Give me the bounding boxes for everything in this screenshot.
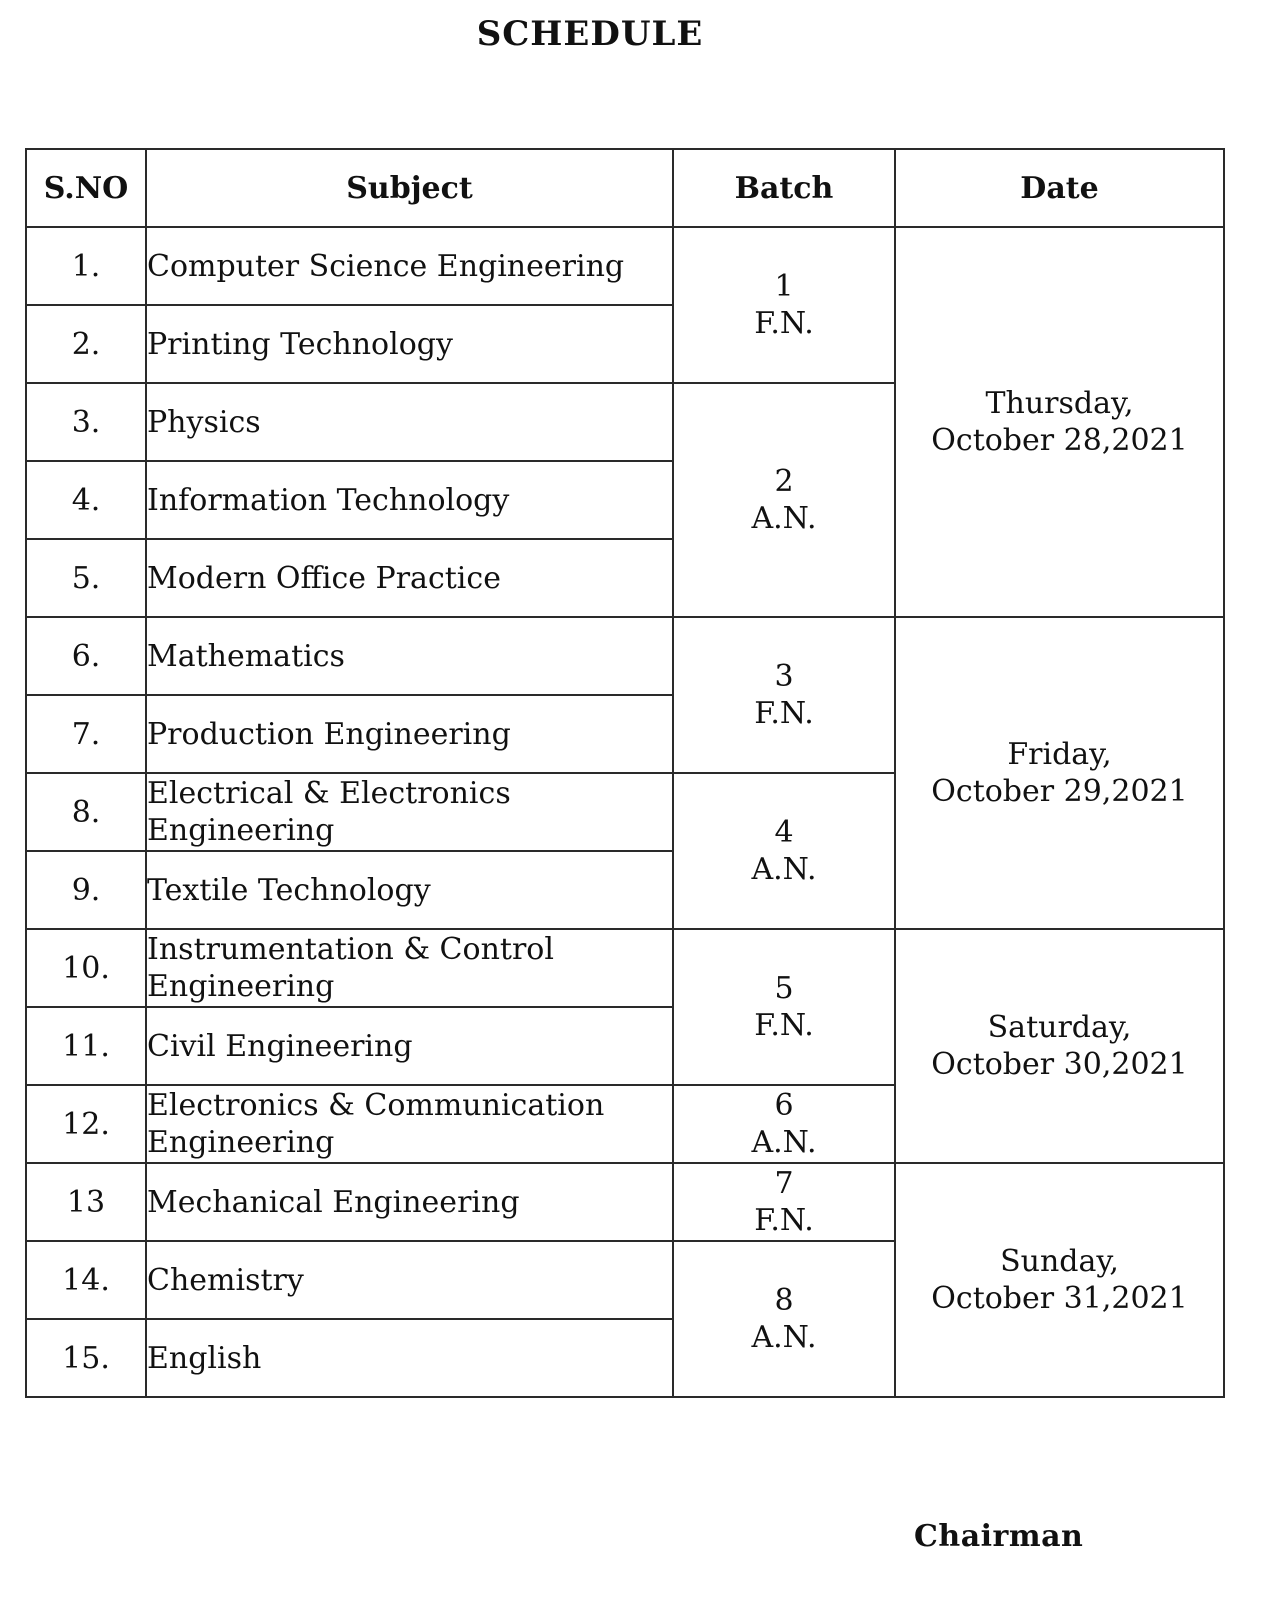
table-row xyxy=(26,929,1224,1007)
table-row xyxy=(26,617,1224,695)
header-subject: Subject xyxy=(146,149,673,227)
batch-number: 3 xyxy=(774,659,794,694)
batch-cell xyxy=(673,929,895,1085)
subject-cell: Chemistry xyxy=(146,1241,673,1319)
header-date: Date xyxy=(895,149,1224,227)
sno-cell: 5. xyxy=(26,539,146,617)
batch-cell xyxy=(673,1241,895,1397)
subject-cell: Instrumentation & Control Engineering xyxy=(146,929,673,1007)
subject-cell: Physics xyxy=(146,383,673,461)
batch-number: 6 xyxy=(774,1088,794,1123)
subject-cell: Mechanical Engineering xyxy=(146,1163,673,1241)
signature-label: Chairman xyxy=(914,1519,1084,1554)
subject-cell: Printing Technology xyxy=(146,305,673,383)
subject-cell: Civil Engineering xyxy=(146,1007,673,1085)
batch-number: 5 xyxy=(774,971,794,1006)
batch-session: A.N. xyxy=(751,1320,817,1355)
batch-number: 1 xyxy=(774,269,794,304)
header-row xyxy=(26,149,1224,227)
subject-cell: Electrical & Electronics Engineering xyxy=(146,773,673,851)
header-batch: Batch xyxy=(673,149,895,227)
batch-cell xyxy=(673,227,895,383)
date-day: Sunday, xyxy=(1000,1244,1119,1279)
date-value: October 30,2021 xyxy=(931,1047,1188,1082)
batch-number: 8 xyxy=(774,1283,794,1318)
sno-cell: 6. xyxy=(26,617,146,695)
batch-cell xyxy=(673,617,895,773)
batch-number: 2 xyxy=(774,464,794,499)
batch-session: F.N. xyxy=(754,696,814,731)
batch-session: A.N. xyxy=(751,852,817,887)
sno-cell: 10. xyxy=(26,929,146,1007)
batch-session: A.N. xyxy=(751,501,817,536)
batch-session: A.N. xyxy=(751,1125,817,1160)
subject-cell: Mathematics xyxy=(146,617,673,695)
sno-cell: 2. xyxy=(26,305,146,383)
date-day: Friday, xyxy=(1007,737,1112,772)
subject-cell: Modern Office Practice xyxy=(146,539,673,617)
batch-cell xyxy=(673,1163,895,1241)
batch-number: 7 xyxy=(774,1166,794,1201)
subject-cell: Electronics & Communication Engineering xyxy=(146,1085,673,1163)
batch-number: 4 xyxy=(774,815,794,850)
sno-cell: 3. xyxy=(26,383,146,461)
sno-cell: 9. xyxy=(26,851,146,929)
date-value: October 29,2021 xyxy=(931,774,1188,809)
subject-cell: Information Technology xyxy=(146,461,673,539)
batch-session: F.N. xyxy=(754,306,814,341)
page-title: SCHEDULE xyxy=(476,14,704,54)
sno-cell: 11. xyxy=(26,1007,146,1085)
subject-cell: English xyxy=(146,1319,673,1397)
sno-cell: 4. xyxy=(26,461,146,539)
batch-session: F.N. xyxy=(754,1008,814,1043)
schedule-table xyxy=(25,148,1225,1398)
batch-cell xyxy=(673,383,895,617)
date-cell xyxy=(895,929,1224,1163)
date-day: Thursday, xyxy=(985,386,1134,421)
sno-cell: 8. xyxy=(26,773,146,851)
table-row xyxy=(26,227,1224,305)
date-value: October 31,2021 xyxy=(931,1281,1188,1316)
sno-cell: 7. xyxy=(26,695,146,773)
date-day: Saturday, xyxy=(987,1010,1132,1045)
sno-cell: 15. xyxy=(26,1319,146,1397)
sno-cell: 14. xyxy=(26,1241,146,1319)
subject-cell: Textile Technology xyxy=(146,851,673,929)
batch-cell xyxy=(673,773,895,929)
sno-cell: 12. xyxy=(26,1085,146,1163)
date-cell xyxy=(895,227,1224,617)
header-sno: S.NO xyxy=(26,149,146,227)
date-cell xyxy=(895,1163,1224,1397)
batch-session: F.N. xyxy=(754,1203,814,1238)
date-value: October 28,2021 xyxy=(931,423,1188,458)
batch-cell xyxy=(673,1085,895,1163)
subject-cell: Production Engineering xyxy=(146,695,673,773)
date-cell xyxy=(895,617,1224,929)
sno-cell: 13 xyxy=(26,1163,146,1241)
subject-cell: Computer Science Engineering xyxy=(146,227,673,305)
table-row xyxy=(26,1163,1224,1241)
sno-cell: 1. xyxy=(26,227,146,305)
